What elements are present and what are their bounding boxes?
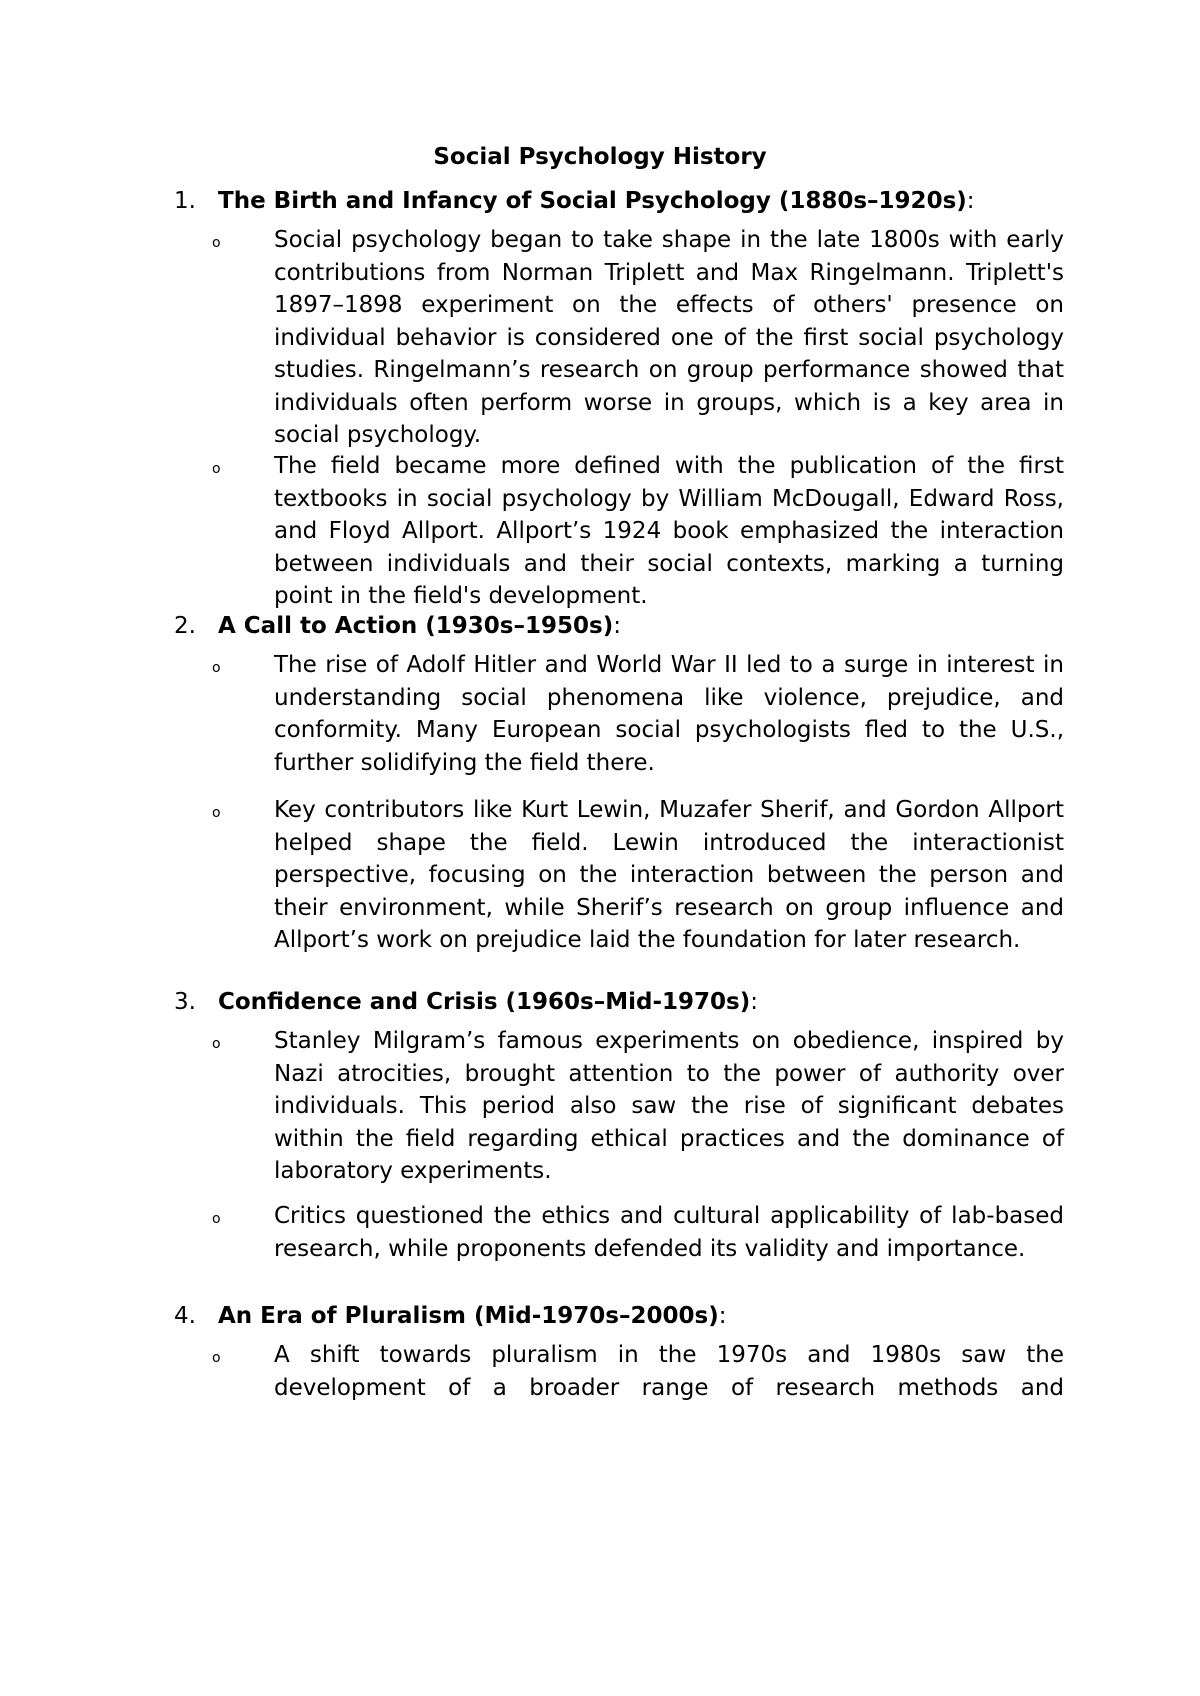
section-heading-colon: : bbox=[966, 188, 975, 214]
section-4 bbox=[174, 1301, 1064, 1401]
section-heading bbox=[174, 611, 1064, 641]
list-item-text: The field became more defined with the publication of the first textbooks in social psychology by William McDougall, Edward Ross, and Floyd Allport. Allport’s 1924 book emphasized the interaction between individuals and their social contexts, marking a turning point in the field's development. bbox=[274, 453, 1064, 609]
section-heading-text: An Era of Pluralism (Mid-1970s–2000s) bbox=[218, 1303, 719, 1329]
list-item bbox=[212, 1200, 1064, 1265]
list-item-text: Critics questioned the ethics and cultural applicability of lab-based research, while proponents defended its validity and importance. bbox=[274, 1203, 1064, 1262]
section-heading-text: A Call to Action (1930s–1950s) bbox=[218, 613, 614, 639]
list-item-text: Stanley Milgram’s famous experiments on obedience, inspired by Nazi atrocities, brought attention to the power of authority over individuals. This period also saw the rise of significant debates within the field regarding ethical practices and the dominance of laboratory experiments. bbox=[274, 1028, 1064, 1184]
list-item-text: Key contributors like Kurt Lewin, Muzafer Sherif, and Gordon Allport helped shape the field. Lewin introduced the interactionist perspective, focusing on the interaction between the person and their environment, while Sherif’s research on group influence and Allport’s work on prejudice laid the foundation for later research. bbox=[274, 797, 1064, 953]
section-number: 2. bbox=[174, 613, 196, 639]
section-heading bbox=[174, 1301, 1064, 1331]
section-heading-colon: : bbox=[750, 989, 758, 1015]
section-number: 1. bbox=[174, 188, 196, 214]
document-title: Social Psychology History bbox=[433, 144, 767, 170]
list-item-text: Social psychology began to take shape in the late 1800s with early contributions from Norman Triplett and Max Ringelmann. Triplett's 1897–1898 experiment on the effects of others' presence on individual behavior is considered one of the first social psychology studies. Ringelmann’s research on group performance showed that individuals often perform worse in groups, which is a key area in social psychology. bbox=[274, 227, 1064, 448]
list-item bbox=[212, 224, 1064, 452]
section-heading-text: Confidence and Crisis (1960s–Mid-1970s) bbox=[218, 989, 751, 1015]
bullet-marker: o bbox=[212, 461, 221, 477]
section-heading-colon: : bbox=[613, 613, 621, 639]
bullet-marker: o bbox=[212, 805, 221, 821]
section-heading bbox=[174, 186, 1064, 216]
bullet-marker: o bbox=[212, 235, 221, 251]
section-2 bbox=[174, 611, 1064, 953]
list-item-text: The rise of Adolf Hitler and World War II led to a surge in interest in understanding social phenomena like violence, prejudice, and conformity. Many European social psychologists fled to the U.S., further solidifying the field there. bbox=[274, 652, 1064, 776]
list-item bbox=[212, 1025, 1064, 1188]
section-heading-colon: : bbox=[718, 1303, 727, 1329]
bullet-marker: o bbox=[212, 1350, 221, 1366]
bullet-marker: o bbox=[212, 660, 221, 676]
section-heading bbox=[174, 987, 1064, 1017]
bullet-marker: o bbox=[212, 1036, 221, 1052]
list-item bbox=[212, 794, 1064, 957]
list-item bbox=[212, 649, 1064, 779]
section-3 bbox=[174, 987, 1064, 1262]
list-item bbox=[212, 450, 1064, 613]
bullet-marker: o bbox=[212, 1211, 221, 1227]
section-heading-text: The Birth and Infancy of Social Psychology (1880s–1920s) bbox=[218, 188, 967, 214]
list-item-text: A shift towards pluralism in the 1970s and 1980s saw the development of a broader range of research methods and bbox=[274, 1342, 1064, 1401]
list-item bbox=[212, 1339, 1064, 1404]
section-1 bbox=[174, 186, 1064, 609]
section-number: 4. bbox=[174, 1303, 196, 1329]
section-number: 3. bbox=[174, 989, 196, 1015]
